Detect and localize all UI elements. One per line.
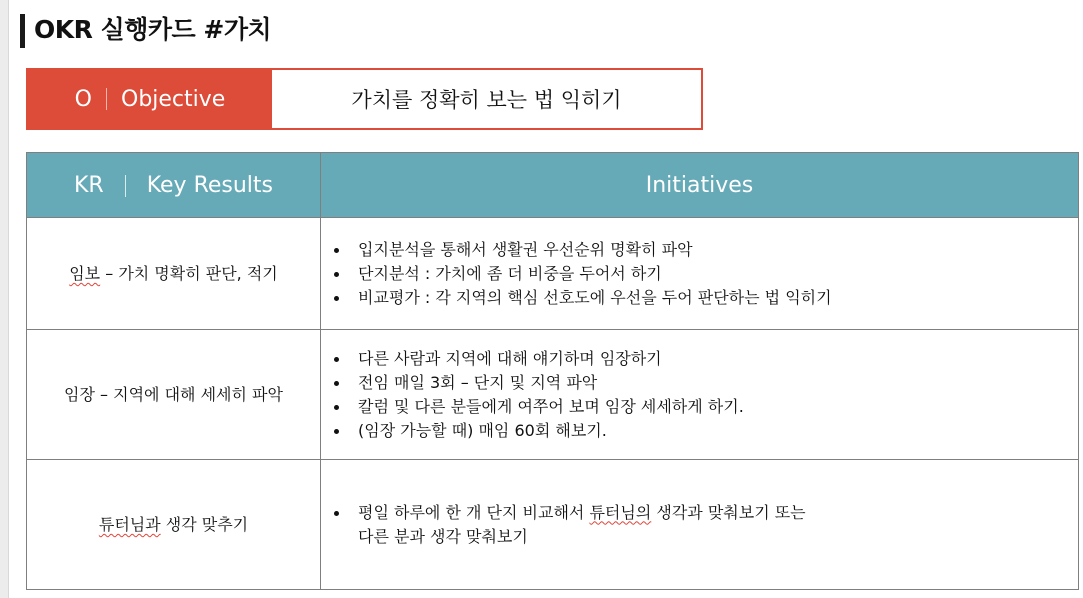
- initiative-item: 비교평가 : 각 지역의 핵심 선호도에 우선을 두어 판단하는 법 익히기: [331, 286, 1068, 310]
- table-row: [27, 330, 1079, 460]
- initiatives-list: [331, 238, 1068, 310]
- initiative-item: 단지분석 : 가치에 좀 더 비중을 두어서 하기: [331, 262, 1068, 286]
- initiative-item: 다른 사람과 지역에 대해 얘기하며 임장하기: [331, 347, 1068, 371]
- kr-header-label: Key Results: [146, 172, 274, 198]
- spellcheck-word: 튜터님과: [98, 515, 161, 534]
- objective-text: 가치를 정확히 보는 법 익히기: [351, 88, 622, 112]
- initiatives-list: [331, 501, 1068, 549]
- page-title: OKR 실행카드 #가치: [34, 15, 272, 44]
- window-left-edge: [0, 0, 9, 598]
- initiative-item: [331, 501, 1068, 549]
- initiative-text: 생각과 맞춰보기 또는: [651, 502, 806, 522]
- key-result-cell: [27, 460, 321, 590]
- table-row: [27, 460, 1079, 590]
- key-result-text: – 가치 명확히 판단, 적기: [100, 264, 278, 283]
- initiatives-header: Initiatives: [321, 153, 1079, 218]
- key-result-cell: [27, 218, 321, 330]
- initiatives-cell: [321, 460, 1079, 590]
- objective-divider: [106, 88, 107, 110]
- kr-header-divider: [125, 175, 126, 197]
- kr-header-letter: KR: [73, 172, 104, 198]
- title-accent-bar: [20, 14, 25, 48]
- initiatives-cell: [321, 218, 1079, 330]
- key-result-text: 생각 맞추기: [160, 515, 249, 534]
- key-result-cell: [27, 330, 321, 460]
- objective-label: Objective: [121, 86, 226, 112]
- spellcheck-word: 임보: [69, 264, 101, 283]
- kr-header: [27, 153, 321, 218]
- spellcheck-word: 튜터님의: [589, 502, 652, 522]
- objective-box: [26, 68, 703, 130]
- initiatives-cell: [321, 330, 1079, 460]
- initiatives-list: [331, 347, 1068, 443]
- okr-table: [26, 152, 1079, 590]
- initiative-item: (임장 가능할 때) 매임 60회 해보기.: [331, 419, 1068, 443]
- initiative-text: 평일 하루에 한 개 단지 비교해서: [358, 502, 590, 522]
- table-row: [27, 218, 1079, 330]
- objective-label-cell: [28, 70, 272, 128]
- initiative-text-line2: 다른 분과 생각 맞춰보기: [358, 526, 528, 546]
- initiative-item: 입지분석을 통해서 생활권 우선순위 명확히 파악: [331, 238, 1068, 262]
- table-header-row: [27, 153, 1079, 218]
- initiative-item: 전임 매일 3회 – 단지 및 지역 파악: [331, 371, 1068, 395]
- key-result-text: 임장 – 지역에 대해 세세히 파악: [64, 385, 283, 404]
- objective-letter: O: [74, 86, 92, 112]
- initiative-item: 칼럼 및 다른 분들에게 여쭈어 보며 임장 세세하게 하기.: [331, 395, 1068, 419]
